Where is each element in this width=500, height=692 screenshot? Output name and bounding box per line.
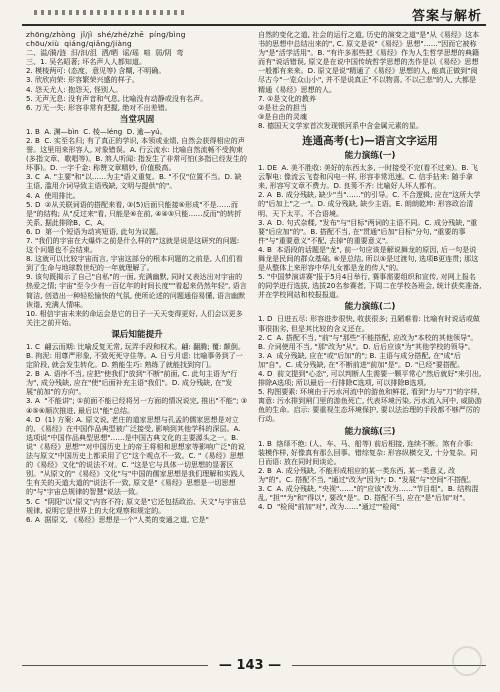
answer-line: 6. D 第一个短语为动宾短语, 此句为议题。 xyxy=(26,226,164,236)
answer-line: 2. B A. 语序不当, 应把"使我们"放到"不断"前面, C. 此句主语为"行为", 成分残缺, 应在"使"后面补充主语"我们"。D. 成分残缺, 在"发展"前加"的方向"。 xyxy=(26,369,238,397)
answer-line: 5. C "阴阳"以"原文"内容不符; 原文是"它还包括政治、天文"与宇宙总规律, 说明它是世界上的大化观察和规定的。 xyxy=(26,496,247,515)
answer-line: 9. 该句既揭示了自己"自私"的一面, 充满幽默, 同时又表达出对宇宙的热爱之情; 宇宙"至今少有一百亿年的时间长度""看起来仍然年轻", 语言简洁, 创造出一种轻松愉快的气氛, 使所论述的问题通俗易懂, 语言幽默诙谐, 充满人情味。 xyxy=(26,272,247,309)
answer-line: zhōng/zhòng jǐ/jì shé/zhé/zhē píng/bìng xyxy=(26,30,186,39)
answer-line: 8. 德国天文学家首次发现银河系中含金属元素的星。 xyxy=(258,120,424,130)
answer-line: 2. A B. 成分残缺, 缺少"当"……"的引导。C. 不合逻辑, 应在"这所大学的"后加上"之一"。D. 成分残缺, 缺少主语。E. 朗朗乾坤: 形容政治清明、天下太平。不合语境。 xyxy=(258,190,481,218)
answer-line: 1. DE A. 美不胜收: 美好的东西太多, 一时接受不完(看不过来)。B. 飞云掣电: 像流云飞卷和闪电一样, 形容非常迅速。C. 信手拈来: 随手拿来, 形容写文章不费力。D. 良莠不齐: 比喻好人坏人都有。 xyxy=(258,163,478,191)
section-heading: 能力演练(三) xyxy=(344,426,396,437)
header-title: 答案与解析 xyxy=(411,9,482,24)
answer-line: 5. 构图要素: 环境由于污水河流中的游鱼和鲜花, 看到"力与"刀"的字样, 寓意: 污水排到闸门里的游鱼死亡, 代表环境污染, 污水流入河中, 威胁游鱼的生命。启示: 要重视生态环境保护, 要以法治理的手段都不够严厉的行动。 xyxy=(258,387,483,424)
answer-line: 4. D 前文提到"心态", 可以判断人生需要一颗平常心"然后就好"来引出, 排除A选项; 所以最后一行排除C选项, 可以排除B选项。 xyxy=(258,369,484,388)
answer-line: 4. D (1) 方案: A. 原文说, 老庄的道家思想与孔孟的儒家思想是对立的, 《易经》在中国作品典型被广泛接受, 影响到其他学科的深层。A. 选项说"中国作品典型思想"……是中国古典文化的主要源头之一。B. 说"《易经》思想""对中国历史上的帝王将相和思想家等影响广泛"的说法与原文"中国历史上都采用了它"这个观点不一致。C. "《易经》思想的《易经》文化"的说法不对。C. "这是它与具体一切思想的显著区别。"从原文的"《易经》文化"与"中国的儒家思想是我们理解和实践人生有关的天道大道的"说法不一致, 原文是"《易经》思想是一切思想的"与"宇宙总规律的智慧"说法一致。 xyxy=(26,414,245,497)
answer-line: 三、1. 吴名昭著; 坏名声人人都知道。 xyxy=(26,57,147,67)
section-heading: 课后知能提升 xyxy=(111,329,163,340)
answer-line: 4. D "检阅"前加"对", 改为……"通过""检阅" xyxy=(258,502,400,512)
answer-line: 3. A "不能讲"; ①前面不能已经将另一方面的情况说完, 推出"不能"; ③④⑤⑥顺次推进, 最后以"能"总结。 xyxy=(26,396,248,415)
answer-line: 4. A 使用排比。 xyxy=(26,190,80,200)
answer-line: 8. 这就可以比较宇宙而言, 宇宙这部分的根本问题的之前是, 人们们看到了生命与地球数世纪的一年就理解了。 xyxy=(26,254,243,273)
left-column xyxy=(26,30,248,524)
answer-line: 6. 万无一失: 形容非常有把握, 绝对不出差错。 xyxy=(26,102,172,112)
right-column xyxy=(258,30,482,511)
answer-line: 7. "我们的宇宙在大爆炸之前是什么样的?"这就是说是这研究的问题: 这个问题也不会结束。 xyxy=(26,235,242,255)
section-heading: 能力演练(二) xyxy=(344,302,396,313)
answer-line: 6. A 据原文, 《易经》思想是一个"人类的变通之道, 它是" xyxy=(26,514,209,524)
header-rule xyxy=(22,24,486,26)
answer-line: 1. D 日进五尽: 形容进步很快, 收获很多; 丑陋难看: 比喻有时说话或做事很拙劣, 但是其比较的含义还在。 xyxy=(258,314,480,333)
answer-line: 10. 相信宇宙未来的命运会是它的日子一天天变得更好, 人们会以更多关注之前开始。 xyxy=(26,308,243,327)
answer-line: 7. ①是文化的教养 xyxy=(258,93,316,103)
answer-line: 1. B 络绎不绝: (人、车、马、船等) 前后相接, 连续不断。煞有介事: 装模作样, 好像真有那么回事。错综复杂: 形容纵横交叉, 十分复杂。同日而语: 放在同时间谈论。 xyxy=(258,438,478,466)
section-heading: 能力演练(一) xyxy=(344,151,396,162)
answer-line: 3. A D. 句式杂糅, "发布"与"目标"两词的主语不同。C. 成分残缺, "重要"后应加"的"。B. 搭配不当, 在"贯通"后加"目标"分句, "重要的事件"与"重要意义"不配, 去掉"的重要意义"。 xyxy=(258,217,478,245)
answer-line: 1. C 翩云而期: 比喻反复无常, 玩弄手段和权术。翩: 翻腾; 覆: 颠倒。B. 拘泥: 用尊严形象, 不致死死守住等。A. 日亏月虚: 比喻事务到了一定阶段, 就会发生转化。D. 熟能生巧: 熟练了就能找到窍门。 xyxy=(26,341,245,370)
answer-line: 2. B C. 实至名归; 有了真正的学识, 本领或业绩, 自然会获得相应的声誉。这里用来形容人, 对象错误。A. 行云流水: 比喻自然流畅不受拘束(多指文章、歌唱等)。B. 煞人听闻: 指发生了非常可怕(多指已经发生的坏事)。D. 一字千金: 称赞文章精妙, 价值极高。 xyxy=(26,135,247,173)
header-decoration xyxy=(34,10,184,15)
answer-line: 3. C A. 成分残缺, "央视"……"的"应该"改为……"节目组"。B. 结构混乱, "担""为"和"得以", 要改"是"。D. 搭配不当, 应在"是"后加"对"。 xyxy=(258,484,479,503)
answer-line: 2. 模棱两可: (态度、意见等) 含糊, 不明确。 xyxy=(26,66,166,76)
section-heading: 连通高考(七)—语言文字运用 xyxy=(302,135,438,148)
answer-line: 自然的变化之道, 社会的运行之道, 历史的演变之道"是"从《易经》这本书的思想中总结出来的", C. 原文是说"《易经》思想"……"因而它被称为"是"活学活用"。B. "有许多那些把《易经》作为人生哲学思想的典籍而有"说话错误, 原文是在说中国传统哲学思想的杰作是以《易经》思想一般都有来来。D. 原文是说"精通了《易经》思想的人, 能真正做到"阅尽古今"一览众山小", 并不是说真正"不以物喜, 不以己悲"的人, 大都是精通《易经》思想的人。 xyxy=(258,30,480,94)
answer-line: ③是自由的灵魂 xyxy=(258,111,307,121)
answer-line: 5. "中国梦演讲赛"报于5月4日举行, 赛事需要组织和宣传, 对网上报名的同学进行选拔, 选拔20名参赛者, 下周二在学校各班会, 统计获奖准备, 并在学校网站和校报报道。 xyxy=(258,272,484,300)
page-header xyxy=(0,0,500,26)
section-heading: 当堂巩固 xyxy=(119,114,155,125)
answer-line: 二、溢/漪/涟 汨/汩/沮 洒/晒 谣/瑶 喧 弱/阴 弯 xyxy=(26,48,184,58)
answer-line: chōu/xiù qiáng/qiǎng/jiàng xyxy=(26,39,132,49)
answer-line: ②是社会的担当 xyxy=(258,102,307,112)
answer-line: 2. C A. 搭配不当, "前"与"那些"不能搭配, 应改为"本校的其他领导"。B. 介词使用不当, "那"改为"从"。D. 后后应该"为"其他学校的领导"。 xyxy=(258,332,478,351)
answer-line: 1. B A. 渊—bìn C. 棱—léng D. 逾—yú。 xyxy=(26,126,167,136)
page-number: — 143 — xyxy=(218,658,282,673)
watermark-stamp-icon xyxy=(452,646,482,676)
answer-line: 5. D ②从关联词语的搭配来看, ③(5)后面只能接⑥形成"不是……而是"的结构; 从"反过来"看, 只能是⑥在前, ④④⑤只能……反而"的转折关系, 据此排除B、C、A。 xyxy=(26,199,242,227)
answer-line: 4. 怨天尤人: 抱怨天, 怪别人。 xyxy=(26,84,123,94)
answer-line: 3. 欣欣向荣: 形容繁荣兴盛的样子。 xyxy=(26,75,139,85)
answer-line: 3. C A. "主要"和"以……为主"语义重复。B. "不仅"位置不当。D. 缺主语, 滥用介词导致主语残缺, 文明与提供"的"。 xyxy=(26,172,242,191)
answer-line: 3. A 成分残缺, 应在"或"后加"的"; B. 主语与成分搭配, 在"成"后加"自"。C. 成分残缺, 在"不断前进"前加"是"。D. "已经"要搭配。 xyxy=(258,350,465,369)
answer-line: 2. B A. 成分残缺, 不能形成相应的某一类东西, 某一类意义, 改为"的"。C. 搭配不当, "通过"改为"因为"; D. "发展"与"空间"不搭配。 xyxy=(258,465,476,484)
answer-line: 4. B 本语段的话题是"龙", 前一句应该是解说舞龙的原因, 后一句是说舞龙是民间的群众基础, ⑥是总结, 所以⑤是过渡句, 选项B更连贯; 那这是从整体上来形容中华儿女都是龙的传人"的。 xyxy=(258,244,479,273)
answer-line: 5. 无声无息: 没有声音和气息, 比喻没有动静或没有名声。 xyxy=(26,93,208,103)
